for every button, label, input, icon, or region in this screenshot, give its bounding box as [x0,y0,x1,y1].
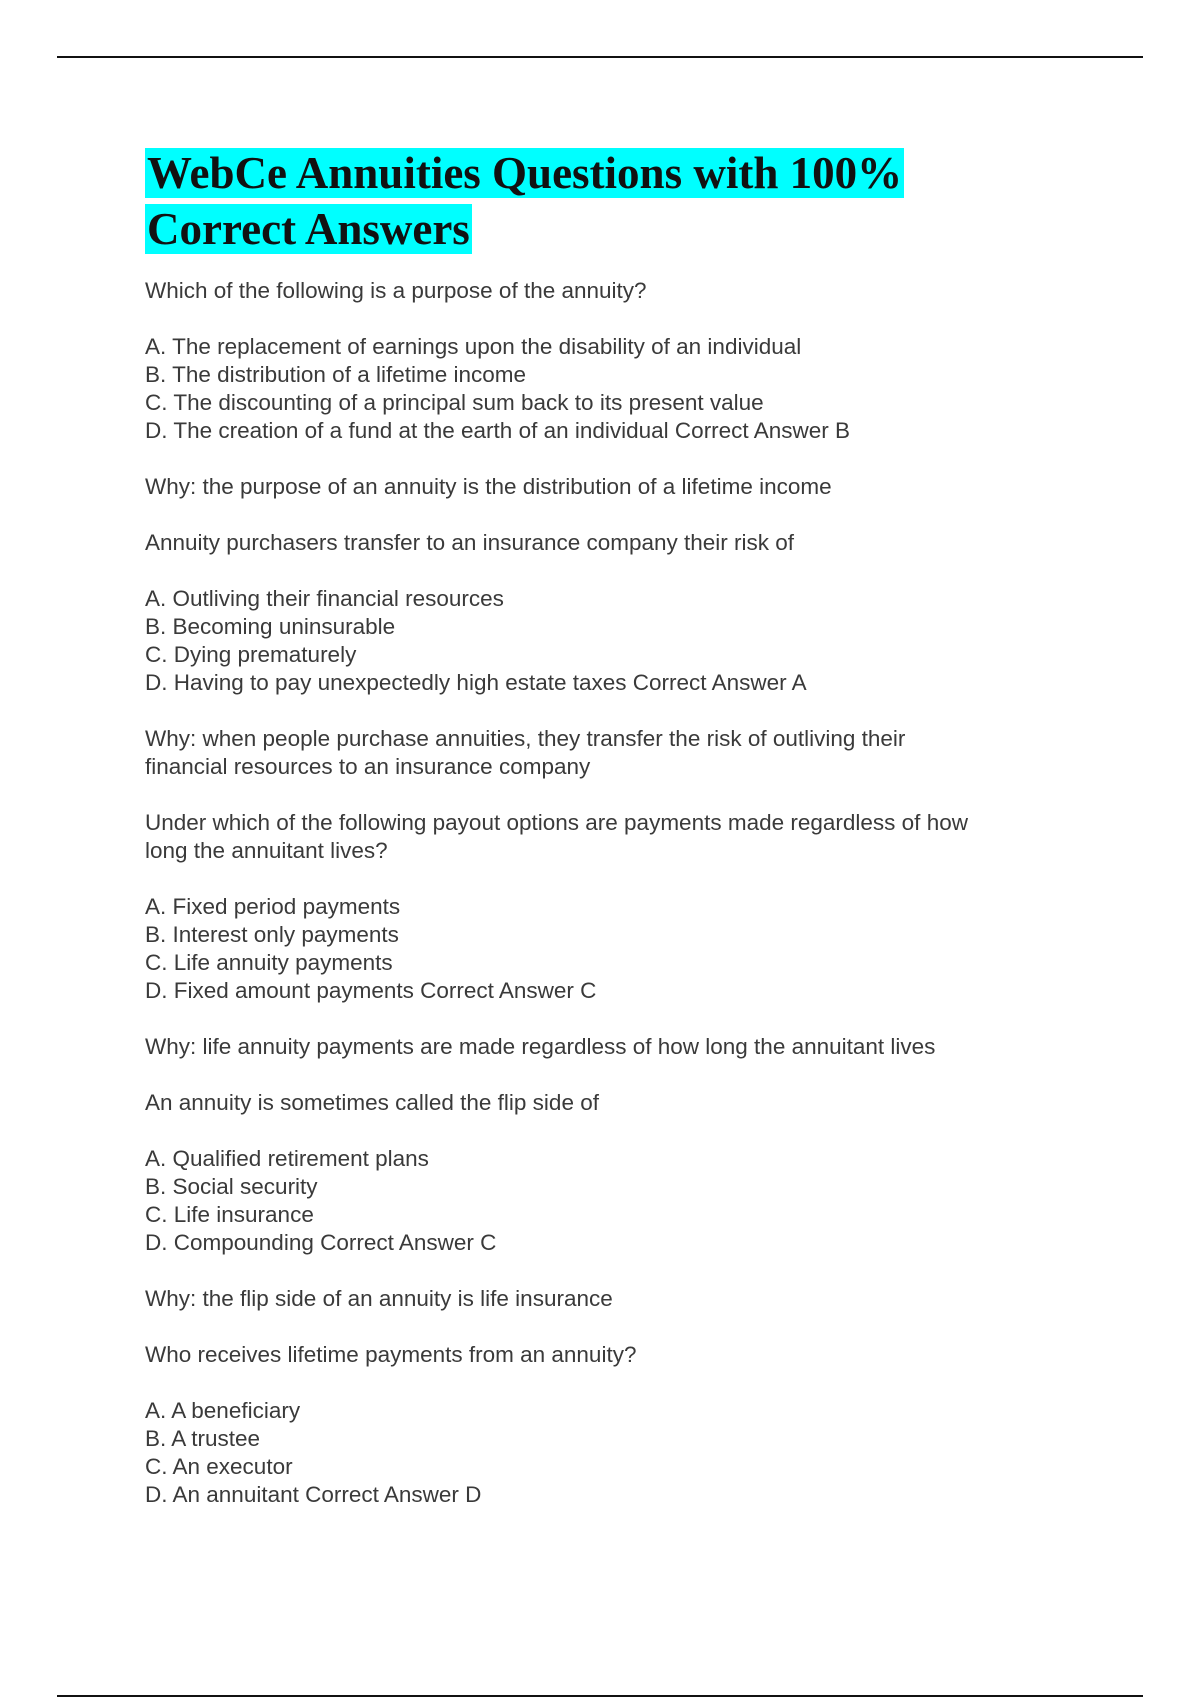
option-b: B. Interest only payments [145,922,399,947]
option-a: A. The replacement of earnings upon the disability of an individual [145,334,802,359]
option-c: C. Dying prematurely [145,642,357,667]
question-block-1 [145,277,1065,529]
bottom-rule [57,1695,1143,1697]
question-block-5 [145,1341,1065,1509]
question-block-4 [145,1089,1065,1341]
option-d-answer: D. Having to pay unexpectedly high estate taxes Correct Answer A [145,670,807,695]
question-block-2 [145,529,1065,809]
explanation-line-1: Why: when people purchase annuities, they transfer the risk of outliving their [145,726,906,751]
option-a: A. Outliving their financial resources [145,586,504,611]
option-c: C. Life annuity payments [145,950,393,975]
question-text: Who receives lifetime payments from an annuity? [145,1342,637,1367]
option-d-answer: D. Compounding Correct Answer C [145,1230,497,1255]
question-text: Which of the following is a purpose of the annuity? [145,278,647,303]
option-b: B. A trustee [145,1426,261,1451]
option-d-answer: D. Fixed amount payments Correct Answer C [145,978,597,1003]
option-a: A. A beneficiary [145,1398,301,1423]
option-b: B. The distribution of a lifetime income [145,362,527,387]
option-c: C. The discounting of a principal sum back to its present value [145,390,764,415]
explanation: Why: life annuity payments are made regardless of how long the annuitant lives [145,1034,936,1059]
option-b: B. Becoming uninsurable [145,614,396,639]
option-b: B. Social security [145,1174,318,1199]
explanation: Why: the flip side of an annuity is life insurance [145,1286,613,1311]
document-body [145,145,1065,1509]
top-rule [57,56,1143,58]
question-text: Annuity purchasers transfer to an insurance company their risk of [145,530,795,555]
option-a: A. Qualified retirement plans [145,1146,429,1171]
question-text: An annuity is sometimes called the flip side of [145,1090,599,1115]
option-d-answer: D. An annuitant Correct Answer D [145,1482,482,1507]
explanation-line-2: financial resources to an insurance company [145,754,591,779]
explanation: Why: the purpose of an annuity is the distribution of a lifetime income [145,474,832,499]
question-text-line-2: long the annuitant lives? [145,838,388,863]
document-title [145,145,1065,257]
question-text-line-1: Under which of the following payout options are payments made regardless of how [145,810,968,835]
option-c: C. Life insurance [145,1202,314,1227]
option-a: A. Fixed period payments [145,894,401,919]
option-c: C. An executor [145,1454,293,1479]
option-d-answer: D. The creation of a fund at the earth of an individual Correct Answer B [145,418,850,443]
title-line-1: WebCe Annuities Questions with 100% [147,148,903,198]
title-line-2: Correct Answers [147,204,470,254]
question-block-3 [145,809,1065,1089]
